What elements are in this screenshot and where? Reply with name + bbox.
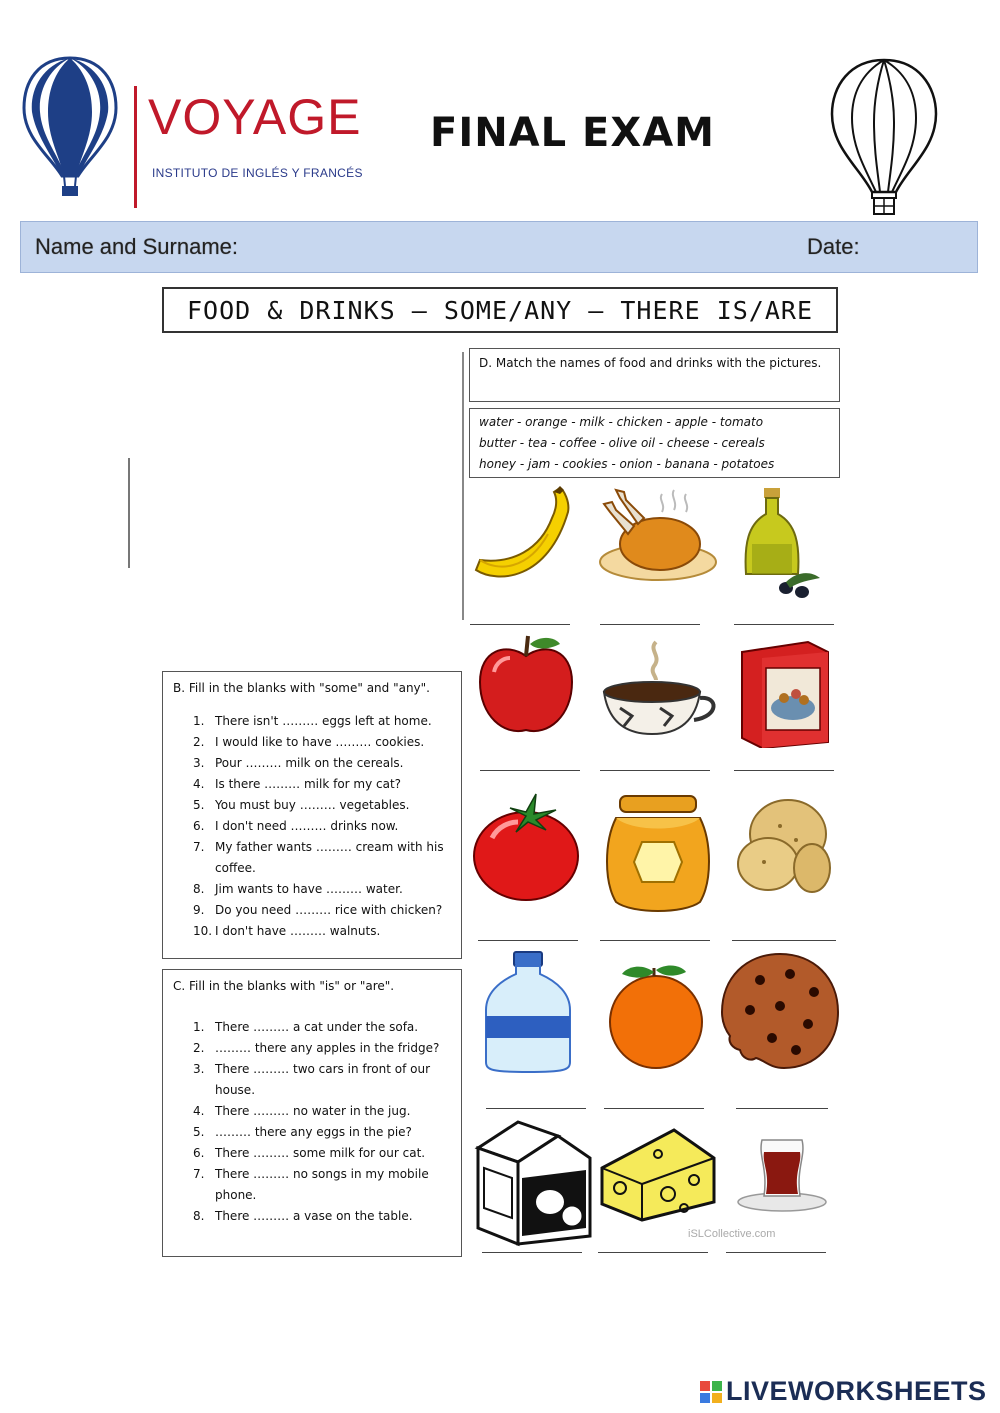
answer-line[interactable]	[598, 1252, 708, 1253]
list-item: 6. There ……… some milk for our cat.	[193, 1146, 426, 1160]
tea-picture	[734, 1116, 844, 1241]
list-item: 6. I don't need ……… drinks now.	[193, 819, 399, 833]
word-line: butter - tea - coffee - olive oil - cheese - cereals	[479, 436, 765, 450]
answer-line[interactable]	[732, 940, 836, 941]
liveworksheets-brand: LIVEWORKSHEETS	[726, 1376, 987, 1406]
potatoes-icon	[734, 790, 834, 898]
logo-divider	[134, 86, 137, 208]
brand-name: VOYAGE	[148, 89, 362, 145]
list-item: 7. There ……… no songs in my mobile phone.	[193, 1167, 429, 1202]
cookie-icon	[720, 950, 842, 1074]
list-item: 7. My father wants ……… cream with his coffee.	[193, 840, 444, 875]
scan-line	[128, 458, 130, 568]
answer-line[interactable]	[478, 940, 578, 941]
answer-line[interactable]	[482, 1252, 582, 1253]
banana-picture	[468, 484, 578, 609]
page-title: FINAL EXAM	[430, 110, 715, 156]
list-item: 3. Pour ……… milk on the cereals.	[193, 756, 404, 770]
list-item: 8. Jim wants to have ……… water.	[193, 882, 403, 896]
list-item: 8. There ……… a vase on the table.	[193, 1209, 413, 1223]
potatoes-picture	[734, 790, 844, 915]
list-item: 1. There ……… a cat under the sofa.	[193, 1020, 419, 1034]
coffee-cup-icon	[600, 636, 724, 742]
answer-line[interactable]	[600, 770, 710, 771]
hot-air-balloon-logo-icon	[20, 52, 140, 212]
water-picture	[478, 950, 588, 1075]
word-bank	[469, 408, 840, 478]
list-item: 1. There isn't ……… eggs left at home.	[193, 714, 432, 728]
list-item: 2. ……… there any apples in the fridge?	[193, 1041, 440, 1055]
section-b-list	[173, 711, 451, 942]
worksheet-title: FOOD & DRINKS – SOME/ANY – THERE IS/ARE	[162, 287, 838, 333]
answer-line[interactable]	[486, 1108, 586, 1109]
section-b	[162, 671, 462, 959]
name-label: Name and Surname:	[35, 234, 238, 259]
coffee-picture	[600, 636, 710, 761]
orange-picture	[602, 962, 712, 1087]
hot-air-balloon-outline-icon	[826, 56, 942, 218]
cookie-picture	[720, 950, 830, 1075]
section-c	[162, 969, 462, 1257]
list-item: 4. There ……… no water in the jug.	[193, 1104, 411, 1118]
list-item: 10. I don't have ……… walnuts.	[193, 924, 381, 938]
cheese-icon	[598, 1124, 718, 1224]
cereal-box-icon	[736, 638, 832, 748]
liveworksheets-logo	[700, 1376, 987, 1407]
banana-icon	[468, 484, 578, 594]
brand-subtitle: INSTITUTO DE INGLÉS Y FRANCÉS	[152, 166, 363, 180]
section-c-list	[173, 1017, 451, 1227]
honey-picture	[602, 792, 712, 917]
answer-line[interactable]	[604, 1108, 704, 1109]
answer-line[interactable]	[470, 624, 570, 625]
word-line: water - orange - milk - chicken - apple - tomato	[479, 415, 764, 429]
roast-chicken-icon	[598, 484, 718, 584]
tomato-picture	[470, 786, 580, 911]
section-c-instruction: C. Fill in the blanks with "is" or "are".	[173, 979, 395, 993]
answer-line[interactable]	[726, 1252, 826, 1253]
chicken-picture	[598, 484, 708, 609]
section-d-instruction	[469, 348, 840, 402]
apple-picture	[470, 632, 580, 757]
answer-line[interactable]	[480, 770, 580, 771]
column-divider	[462, 352, 464, 620]
tomato-icon	[470, 786, 586, 906]
answer-line[interactable]	[734, 770, 834, 771]
milk-picture	[468, 1118, 578, 1243]
honey-jar-icon	[602, 792, 714, 916]
list-item: 4. Is there ……… milk for my cat?	[193, 777, 402, 791]
list-item: 5. You must buy ……… vegetables.	[193, 798, 410, 812]
date-label: Date:	[807, 234, 860, 259]
list-item: 5. ……… there any eggs in the pie?	[193, 1125, 412, 1139]
milk-carton-icon	[468, 1118, 594, 1248]
apple-icon	[470, 632, 582, 742]
olive-oil-picture	[736, 484, 846, 609]
balloon-outline	[826, 56, 942, 218]
answer-line[interactable]	[736, 1108, 828, 1109]
answer-line[interactable]	[600, 940, 710, 941]
list-item: 2. I would like to have ……… cookies.	[193, 735, 425, 749]
cereals-picture	[736, 638, 846, 763]
answer-line[interactable]	[734, 624, 834, 625]
list-item: 9. Do you need ……… rice with chicken?	[193, 903, 443, 917]
olive-oil-bottle-icon	[736, 484, 826, 604]
name-date-bar	[20, 221, 978, 273]
section-b-instruction: B. Fill in the blanks with "some" and "any".	[173, 681, 430, 695]
section-d-text: D. Match the names of food and drinks with the pictures.	[479, 356, 822, 370]
orange-icon	[602, 962, 712, 1072]
answer-line[interactable]	[600, 624, 700, 625]
tea-glass-icon	[734, 1116, 830, 1216]
word-line: honey - jam - cookies - onion - banana - potatoes	[479, 457, 775, 471]
watermark: iSLCollective.com	[688, 1228, 776, 1240]
list-item: 3. There ……… two cars in front of our house.	[193, 1062, 431, 1097]
liveworksheets-grid-icon	[700, 1381, 722, 1403]
water-bottle-icon	[478, 950, 578, 1074]
